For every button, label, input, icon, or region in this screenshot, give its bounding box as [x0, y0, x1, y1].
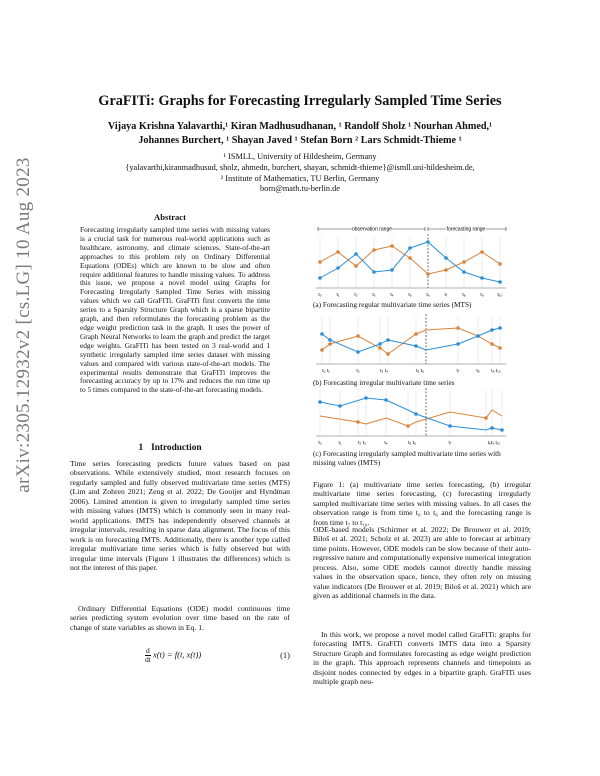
tick-label: t₀: [318, 293, 322, 298]
obs-range-label: observation range: [351, 226, 393, 233]
fraction-bar: [145, 655, 151, 664]
panel-a-plot: [310, 222, 510, 300]
panel-b-gridlines: [322, 316, 500, 364]
tick-label: t₁: [338, 441, 342, 446]
tick-label: t₂: [354, 293, 358, 298]
tick-label: t₇: [448, 441, 452, 446]
tick-label: t₉: [480, 293, 484, 298]
series-blue: [322, 328, 500, 352]
panel-a-caption: (a) Forecasting regular multivariate time series (MTS): [313, 300, 472, 309]
figure-panel-a: [310, 222, 510, 300]
tick-label: t₇: [456, 369, 460, 374]
section-number: 1: [138, 443, 144, 453]
intro-paragraph: Time series forecasting predicts future values based on past observations. While extensively studied, most research focuses on regularly sampled and fully observed multivariate time series (MTS) (Lim and Zohren 2021; Zeng et al. 2022; De Gooijer and Hyndman 2006). Limited attention is given to irregularly sampled time series with missing values (IMTS) which is commonly seen in many real-world applications. IMTS has independently observed channels at irregular intervals, resulting in sparse data alignment. The focus of this work is on forecasting IMTS. Additionally, there is another type called irregular multivariate time series which is fully observed but with irregular time intervals (Figure 1 illustrates the differences) which is not the interest of this paper.: [70, 459, 290, 572]
affiliations: [70, 152, 530, 195]
tick-label: t₇: [444, 293, 448, 298]
tick-label: t₅: [408, 293, 412, 298]
panel-b-caption: (b) Forecasting irregular multivariate time series: [313, 378, 455, 387]
orange-points: [356, 416, 488, 428]
tick-label: t₉ t₁₀: [491, 369, 501, 374]
figure-panel-b: [310, 314, 510, 376]
panel-b-plot: [310, 314, 510, 376]
tick-label: t₈: [462, 293, 466, 298]
fc-range-label: forecasting range: [446, 226, 486, 233]
tick-label: t₂ t₃: [358, 441, 366, 446]
tick-label: t₈: [476, 369, 480, 374]
email-line: born@math.tu-berlin.de: [260, 184, 340, 194]
tick-label: t₃: [372, 293, 376, 298]
blue-points: [320, 326, 502, 354]
author-list: [70, 120, 530, 148]
tick-label: t₁: [336, 293, 340, 298]
body-paragraph: In this work, we propose a novel model called GraFITi: graphs for forecasting IMTS. GraFITi converts IMTS data into a Sparsity Structure Graph and formulates forecasting as edge weight prediction in the graph. This approach represents channels and timepoints as disjoint nodes connected by edges in a bipartite graph. GraFITi uses multiple graph neu-: [313, 630, 531, 687]
intro-paragraph: Ordinary Differential Equations (ODE) model continuous time series predicting system evolution over time based on the rate of change of state variables as shown in Eq. 1.: [70, 604, 290, 632]
series-orange: [320, 410, 502, 426]
figure-panel-c: [310, 388, 510, 448]
section-heading: [70, 443, 270, 453]
equation-fraction: [145, 647, 151, 664]
panel-a-gridlines: [320, 236, 500, 288]
author-line: Vijaya Krishna Yalavarthi,¹ Kiran Madhusudhanan, ¹ Randolf Sholz ¹ Nourhan Ahmed,¹: [107, 121, 493, 132]
tick-label: t₀: [318, 441, 322, 446]
tick-label: t₃ t₄: [380, 369, 388, 374]
equation-rhs: x(t) = f(t, x(t)): [152, 649, 202, 660]
panel-b-ticks: [322, 368, 501, 374]
equation: [70, 647, 290, 665]
blue-points: [318, 396, 504, 432]
tick-label: t₆: [426, 293, 430, 298]
tick-label: t₅ t₆: [416, 369, 424, 374]
series-blue: [320, 398, 502, 430]
tick-label: t₄: [384, 441, 388, 446]
abstract-body: Forecasting irregularly sampled time series with missing values is a crucial task for numerous real-world applications such as healthcare, astronomy, and climate sciences. State-of-the-art approaches to this problem rely on Ordinary Differential Equations (ODEs) which are known to be slow and often require additional features to handle missing values. To address this issue, we propose a novel model using Graphs for Forecasting Irregularly Sampled Time Series with missing values which we call GraFITi. GraFITi first converts the time series to a Sparsity Structure Graph which is a sparse bipartite graph, and then reformulates the forecasting problem as the edge weight prediction task in the graph. It uses the power of Graph Neural Networks to learn the graph and predict the target edge weights. GraFITi has been tested on 3 real-world and 1 synthetic irregularly sampled time series dataset with missing values and compared with various state-of-the-art models. The experimental results demonstrate that GraFITi improves the forecasting accuracy by up to 17% and reduces the run time up to 5 times compared to the state-of-the-art forecasting models.: [80, 225, 270, 395]
equation-number: (1): [280, 650, 290, 660]
body-paragraph: ODE-based models (Schirmer et al. 2022; De Brouwer et al. 2019; Biloš et al. 2021; Scholz et al. 2023) are able to forecast at arbitrary time points. However, ODE models can be slow because of their auto-regressive nature and computationally expensive numerical integration process. Also, some ODE models cannot directly handle missing values in the observation space, hence, they often rely on missing value indicators (De Brouwer et al. 2019; Biloš et al. 2021) which are given as additional channels in the data.: [313, 525, 531, 601]
series-orange: [322, 328, 500, 354]
tick-label: t₀ t₁: [322, 369, 330, 374]
orange-points: [320, 326, 502, 356]
tick-label: t₈t₉ t₁₀: [487, 441, 501, 446]
fraction-denominator: dt: [145, 655, 151, 664]
email-line: {yalavarthi,kiranmadhusud, sholz, ahmedn, burchert, shayan, schmidt-thieme}@ismll.uni-hildesheim.de,: [125, 162, 475, 172]
figure-caption: Figure 1: (a) multivariate time series forecasting, (b) irregular multivariate time series forecasting, (c) forecasting irregularly sampled multivariate time series with missing values. In all cases the observation range is from time t₀ to t₆ and the forecasting range is from time t₇ to t₁₀.: [313, 480, 531, 527]
panel-a-ticks: [318, 292, 502, 298]
affiliation-line: ² Institute of Mathematics, TU Berlin, Germany: [220, 173, 380, 183]
panel-c-plot: [310, 388, 510, 448]
tick-label: t₄: [390, 293, 394, 298]
fraction-numerator: d: [146, 646, 150, 655]
panel-c-caption: (c) Forecasting irregularly sampled multivariate time series with missing values (IMTS): [313, 449, 501, 467]
affiliation-line: ¹ ISMLL, University of Hildesheim, Germany: [223, 152, 377, 161]
panel-c-ticks: [318, 440, 500, 446]
tick-label: t₂: [356, 369, 360, 374]
paper-title: GraFITi: Graphs for Forecasting Irregularly Sampled Time Series: [98, 93, 502, 109]
abstract-heading: Abstract: [154, 212, 186, 222]
section-title: Introduction: [151, 443, 202, 453]
equation-body: [145, 647, 201, 664]
tick-label: t₅ t₆: [408, 441, 416, 446]
arxiv-stamp: arXiv:2305.12932v2 [cs.LG] 10 Aug 2023: [13, 157, 34, 493]
author-line: Johannes Burchert, ¹ Shayan Javed ¹ Stefan Born ² Lars Schmidt-Thieme ¹: [138, 135, 462, 146]
tick-label: t₁₀: [497, 293, 503, 298]
